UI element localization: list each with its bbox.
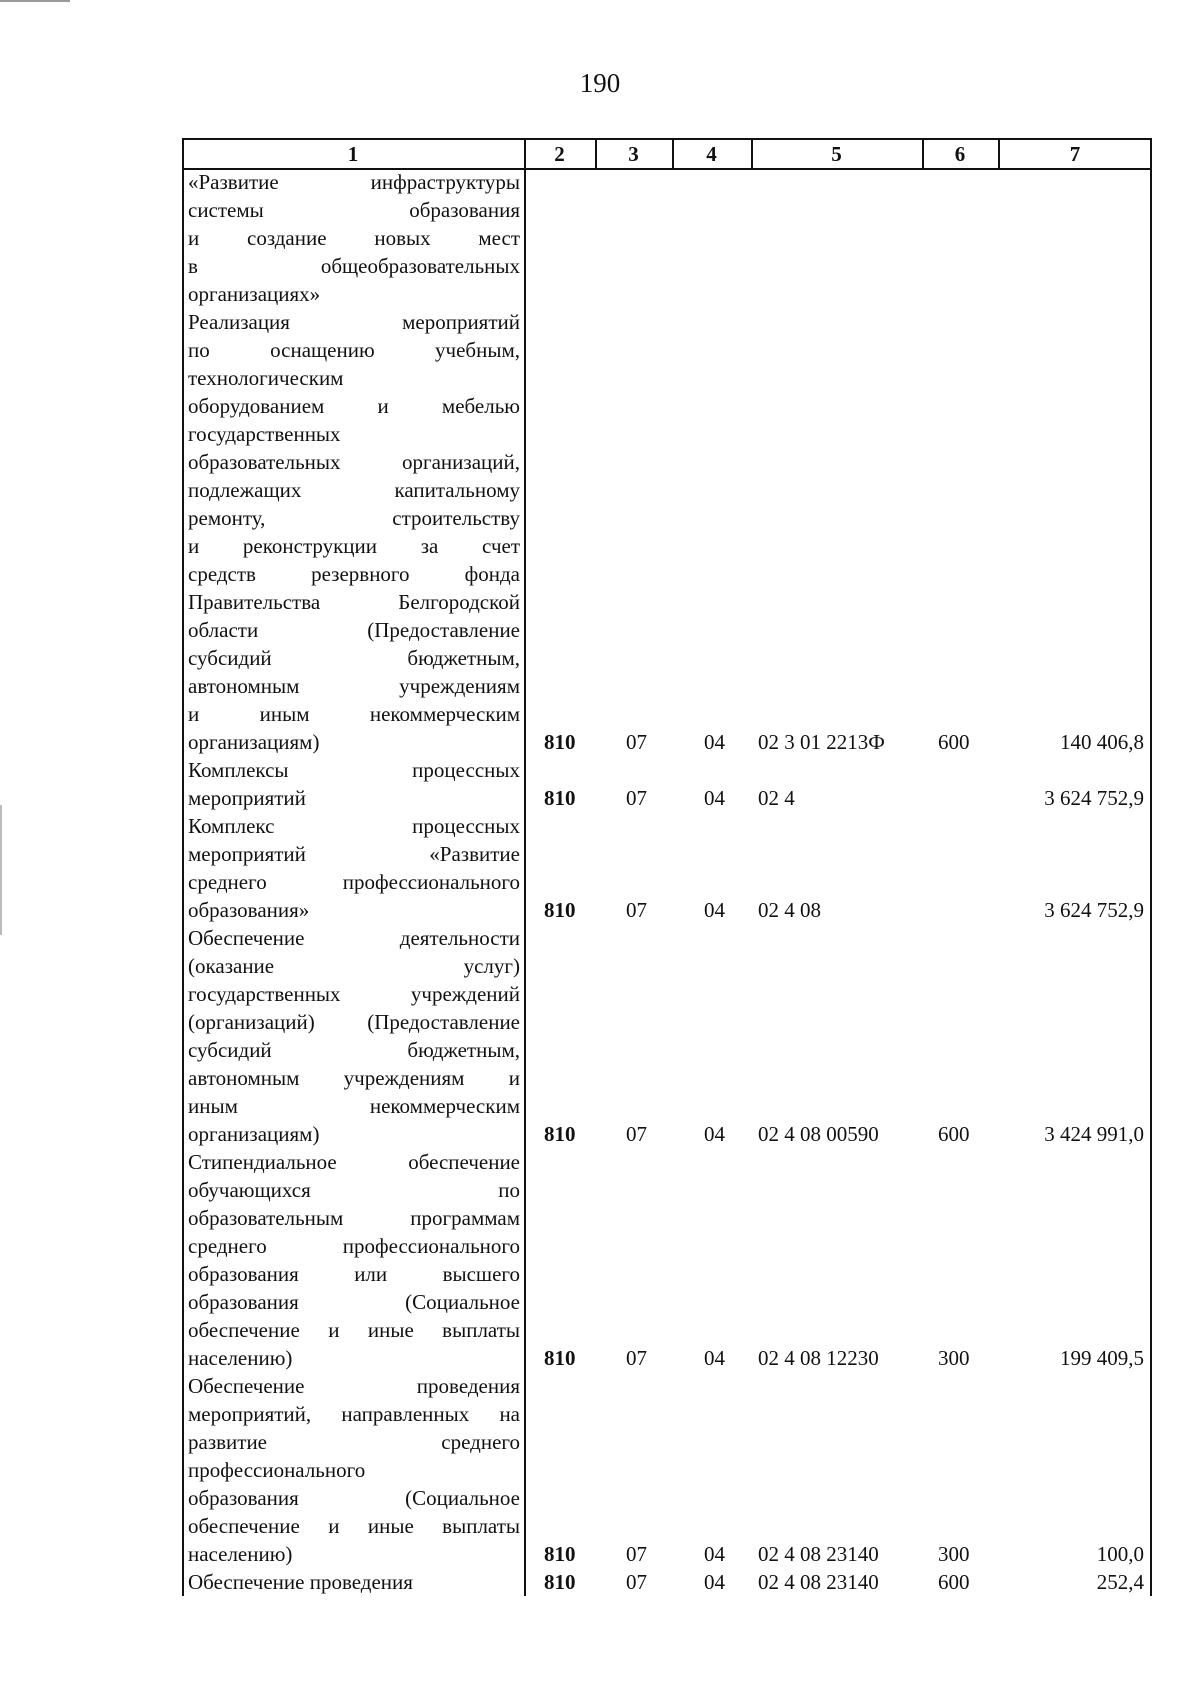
subsection-code: 04 — [704, 898, 725, 922]
page-number: 190 — [579, 68, 621, 98]
subsection-code: 04 — [704, 1570, 725, 1594]
description-line: организациям) — [188, 730, 320, 754]
amount: 3 624 752,9 — [1044, 898, 1144, 922]
ministry-code: 810 — [544, 1570, 576, 1594]
scan-artifact — [0, 805, 2, 935]
table-row — [182, 1568, 1152, 1596]
table-row — [182, 924, 1152, 1148]
table-header — [182, 138, 1152, 170]
description-line: (оказание услуг) — [188, 954, 520, 978]
target-article-code: 02 3 01 2213Ф — [758, 730, 885, 754]
ministry-code: 810 — [544, 1122, 576, 1146]
description-line: населению) — [188, 1542, 293, 1566]
description-line: средств резервного фонда — [188, 562, 520, 586]
expense-type-code: 600 — [938, 730, 970, 754]
row-values — [182, 1540, 1152, 1568]
description-line: населению) — [188, 1346, 293, 1370]
amount: 252,4 — [1096, 1570, 1144, 1594]
row-values — [182, 896, 1152, 924]
section-code: 07 — [626, 1346, 647, 1370]
subsection-code: 04 — [704, 1346, 725, 1370]
expense-type-code: 600 — [938, 1570, 970, 1594]
description-line: профессионального — [188, 1458, 366, 1482]
description-line: системы образования — [188, 198, 520, 222]
description-line: ремонту, строительству — [188, 506, 520, 530]
row-values — [182, 280, 1152, 308]
target-article-code: 02 4 08 23140 — [758, 1542, 879, 1566]
row-values — [182, 1344, 1152, 1372]
section-code: 07 — [626, 786, 647, 810]
row-description — [188, 924, 520, 1148]
description-line: образования» — [188, 898, 310, 922]
description-line: и иным некоммерческим — [188, 702, 520, 726]
description-line: в общеобразовательных — [188, 254, 520, 278]
description-line: и реконструкции за счет — [188, 534, 520, 558]
description-line: Обеспечение проведения — [188, 1570, 413, 1594]
description-line: образовательных организаций, — [188, 450, 520, 474]
description-line: образования (Социальное — [188, 1486, 520, 1510]
ministry-code: 810 — [544, 1542, 576, 1566]
description-line: образования или высшего — [188, 1262, 520, 1286]
expense-type-code: 300 — [938, 1542, 970, 1566]
description-line: субсидий бюджетным, — [188, 1038, 520, 1062]
subsection-code: 04 — [704, 1542, 725, 1566]
table-row — [182, 168, 1152, 308]
target-article-code: 02 4 08 23140 — [758, 1570, 879, 1594]
amount: 100,0 — [1096, 1542, 1144, 1566]
description-line: Реализация мероприятий — [188, 310, 520, 334]
amount: 140 406,8 — [1060, 730, 1144, 754]
description-line: области (Предоставление — [188, 618, 520, 642]
ministry-code: 810 — [544, 786, 576, 810]
column-header: 7 — [1069, 142, 1081, 166]
table-border — [1150, 138, 1152, 1596]
target-article-code: 02 4 08 12230 — [758, 1346, 879, 1370]
target-article-code: 02 4 — [758, 786, 795, 810]
description-line: подлежащих капитальному — [188, 478, 520, 502]
description-line: Комплексы процессных — [188, 758, 520, 782]
section-code: 07 — [626, 1542, 647, 1566]
subsection-code: 04 — [704, 1122, 725, 1146]
table-border — [595, 138, 597, 168]
column-header: 3 — [628, 142, 639, 166]
table-row — [182, 1372, 1152, 1568]
target-article-code: 02 4 08 — [758, 898, 821, 922]
description-line: иным некоммерческим — [188, 1094, 520, 1118]
section-code: 07 — [626, 1570, 647, 1594]
column-header: 4 — [706, 142, 717, 166]
row-values — [182, 728, 1152, 756]
table-border — [182, 138, 184, 1596]
description-line: и создание новых мест — [188, 226, 520, 250]
table-row — [182, 1148, 1152, 1372]
target-article-code: 02 4 08 00590 — [758, 1122, 879, 1146]
description-line: организациях» — [188, 282, 321, 306]
description-line: мероприятий — [188, 786, 306, 810]
table-border — [524, 138, 526, 1596]
description-line: субсидий бюджетным, — [188, 646, 520, 670]
description-line: Правительства Белгородской — [188, 590, 520, 614]
section-code: 07 — [626, 898, 647, 922]
amount: 3 624 752,9 — [1044, 786, 1144, 810]
description-line: государственных — [188, 422, 341, 446]
column-header: 6 — [954, 142, 966, 166]
description-line: «Развитие инфраструктуры — [188, 170, 520, 194]
description-line: образовательным программам — [188, 1206, 520, 1230]
description-line: по оснащению учебным, — [188, 338, 520, 362]
description-line: обеспечение и иные выплаты — [188, 1318, 520, 1342]
expense-type-code: 600 — [938, 1122, 970, 1146]
description-line: технологическим — [188, 366, 344, 390]
description-line: (организаций) (Предоставление — [188, 1010, 520, 1034]
description-line: среднего профессионального — [188, 1234, 520, 1258]
row-values — [182, 784, 1152, 812]
description-line: Стипендиальное обеспечение — [188, 1150, 520, 1174]
description-line: автономным учреждениям — [188, 674, 520, 698]
column-header: 5 — [831, 142, 842, 166]
description-line: оборудованием и мебелью — [188, 394, 520, 418]
table-row — [182, 308, 1152, 756]
description-line: Обеспечение проведения — [188, 1374, 520, 1398]
description-line: обеспечение и иные выплаты — [188, 1514, 520, 1538]
description-line: государственных учреждений — [188, 982, 520, 1006]
section-code: 07 — [626, 1122, 647, 1146]
description-line: мероприятий, направленных на — [188, 1402, 520, 1426]
ministry-code: 810 — [544, 898, 576, 922]
amount: 3 424 991,0 — [1044, 1122, 1144, 1146]
description-line: среднего профессионального — [188, 870, 520, 894]
description-line: мероприятий «Развитие — [188, 842, 520, 866]
subsection-code: 04 — [704, 730, 725, 754]
description-line: организациям) — [188, 1122, 320, 1146]
description-line: Комплекс процессных — [188, 814, 520, 838]
table-border — [922, 138, 924, 168]
row-description — [188, 1372, 520, 1568]
description-line: развитие среднего — [188, 1430, 520, 1454]
row-description — [188, 308, 520, 756]
ministry-code: 810 — [544, 730, 576, 754]
column-header: 2 — [554, 142, 565, 166]
table-row — [182, 812, 1152, 924]
description-line: образования (Социальное — [188, 1290, 520, 1314]
ministry-code: 810 — [544, 1346, 576, 1370]
description-line: обучающихся по — [188, 1178, 520, 1202]
row-description — [188, 1148, 520, 1372]
table-row — [182, 756, 1152, 812]
column-header: 1 — [347, 142, 359, 166]
table-border — [751, 138, 753, 168]
row-values — [182, 1568, 1152, 1596]
table-border — [672, 138, 674, 168]
amount: 199 409,5 — [1060, 1346, 1144, 1370]
row-values — [182, 1120, 1152, 1148]
expense-type-code: 300 — [938, 1346, 970, 1370]
description-line: Обеспечение деятельности — [188, 926, 520, 950]
scan-artifact — [0, 0, 70, 2]
section-code: 07 — [626, 730, 647, 754]
description-line: автономным учреждениям и — [188, 1066, 520, 1090]
table-border — [998, 138, 1000, 168]
subsection-code: 04 — [704, 786, 725, 810]
